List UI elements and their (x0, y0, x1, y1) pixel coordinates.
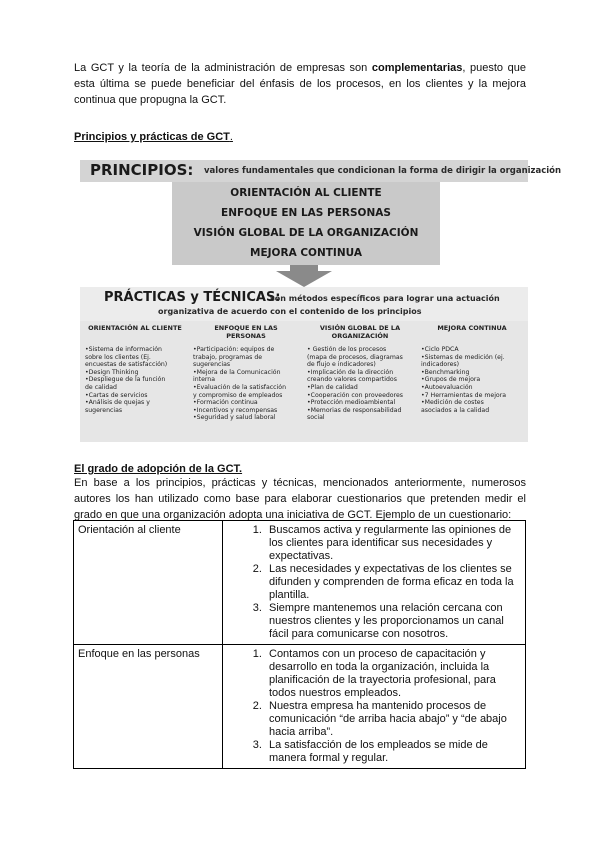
list-item: 3. Siempre mantenemos una relación cercana con nuestros clientes y les proporcionamos un canal fácil para comunicarse con nosotros. (265, 602, 521, 641)
practicas-bar (80, 287, 528, 321)
practices-columns (80, 321, 528, 442)
practice-column (190, 321, 302, 442)
practice-item: • Gestión de los procesos (307, 346, 387, 353)
practice-item: sugerencias (85, 406, 123, 414)
section-heading-principios: Principios y prácticas de GCT. (74, 131, 233, 143)
practice-item: •Plan de calidad (307, 383, 358, 391)
practice-item: •Sistemas de medición (ej. (421, 353, 505, 361)
principios-title: PRINCIPIOS: (90, 161, 194, 179)
practice-item: •Cartas de servicios (85, 391, 148, 399)
intro-paragraph: La GCT y la teoría de la administración de empresas son complementarias, puesto que esta última se puede beneficiar del énfasis de los procesos, en los clientes y la mejora continua que propugna la GCT. (74, 62, 526, 106)
practicas-subtitle-line1: son métodos específicos para lograr una actuación (270, 294, 500, 303)
table-row-items (223, 521, 526, 645)
practice-item: de calidad (85, 383, 117, 391)
column-header: ENFOQUE EN LAS PERSONAS (214, 324, 278, 340)
practicas-title: PRÁCTICAS y TÉCNICAS: (104, 290, 281, 305)
practice-item: indicadores) (421, 361, 460, 369)
practice-item: sobre los clientes (Ej. (85, 353, 151, 361)
practice-column (304, 321, 416, 442)
practice-item: •Grupos de mejora (421, 376, 481, 384)
list-item: 3. La satisfacción de los empleados se mide de manera formal y regular. (265, 739, 521, 765)
practice-item: •Benchmarking (421, 368, 470, 376)
practice-item: •Implicación de la dirección (307, 368, 394, 376)
table-row-items (223, 645, 526, 769)
practice-item: •Mejora de la Comunicación (193, 368, 281, 376)
practice-item: interna (193, 376, 216, 384)
principle-orientacion-cliente: ORIENTACIÓN AL CLIENTE (230, 187, 382, 199)
list-item: 2. Nuestra empresa ha mantenido procesos de comunicación “de arriba hacia abajo” y “de abajo hacia arriba”. (265, 700, 521, 739)
table-row-label: Enfoque en las personas (74, 645, 223, 769)
practice-item: •Autoevaluación (421, 383, 473, 391)
practice-column (418, 321, 526, 442)
practice-item: •Seguridad y salud laboral (193, 414, 276, 422)
practice-item: de flujo e indicadores) (307, 361, 376, 369)
practice-item: •Sistema de información (85, 346, 162, 353)
column-items (304, 346, 416, 422)
practice-item: •Análisis de quejas y (85, 399, 150, 407)
section2-paragraph: En base a los principios, prácticas y técnicas, mencionados anteriormente, numerosos autores los han utilizado como base para elaborar cuestionarios que pretenden medir el grado en que una organización adopta una iniciativa de GCT. Ejemplo de un cuestionario: (74, 477, 526, 521)
practice-item: •Incentivos y recompensas (193, 406, 278, 414)
column-header: MEJORA CONTINUA (437, 324, 507, 332)
practice-item: •Formación continua (193, 399, 258, 407)
list-item: 1. Contamos con un proceso de capacitación y desarrollo en toda la organización, incluida la planificación de la trayectoria profesional, para todos nuestros empleados. (265, 648, 521, 700)
column-items (190, 346, 302, 422)
practice-item: •Memorias de responsabilidad (307, 406, 402, 414)
practice-item: creando valores compartidos (307, 376, 397, 384)
practice-item: •Ciclo PDCA (421, 346, 459, 353)
practice-item: (mapa de procesos, diagramas (307, 353, 403, 361)
practice-item: trabajo, programas de (193, 353, 263, 361)
list-item: 1. Buscamos activa y regularmente las opiniones de los clientes para identificar sus necesidades y expectativas. (265, 524, 521, 563)
practice-item: •Protección medioambiental (307, 399, 396, 407)
practice-item: sugerencias (193, 361, 231, 369)
practice-item: y compromiso de empleados (193, 391, 283, 399)
practicas-subtitle-line2: organizativa de acuerdo con el contenido de los principios (158, 307, 422, 316)
table-row (74, 521, 526, 645)
practice-item: •7 Herramientas de mejora (421, 391, 507, 399)
principios-bar (80, 160, 562, 182)
principios-subtitle: valores fundamentales que condicionan la forma de dirigir la organización (204, 166, 562, 176)
section-heading-grado-adopcion: El grado de adopción de la GCT. (74, 463, 243, 475)
gct-principles-figure (80, 160, 562, 442)
table-row-label: Orientación al cliente (74, 521, 223, 645)
practice-column (82, 321, 188, 442)
practice-item: •Design Thinking (85, 368, 139, 376)
list-item: 2. Las necesidades y expectativas de los clientes se difunden y comprenden de forma eficaz en toda la plantilla. (265, 563, 521, 602)
practice-item: •Evaluación de la satisfacción (193, 383, 287, 391)
practice-item: •Despliegue de la función (85, 376, 166, 384)
practice-item: asociados a la calidad (421, 406, 490, 414)
practice-item: •Participación: equipos de (193, 346, 275, 353)
column-items (82, 346, 188, 414)
principle-vision-global: VISIÓN GLOBAL DE LA ORGANIZACIÓN (193, 227, 419, 239)
principles-box (172, 182, 440, 265)
table-row (74, 645, 526, 769)
practice-item: •Medición de costes (421, 399, 484, 407)
down-arrow-icon (276, 265, 332, 287)
column-header: ORIENTACIÓN AL CLIENTE (88, 324, 182, 332)
principle-enfoque-personas: ENFOQUE EN LAS PERSONAS (221, 207, 391, 219)
practice-item: social (307, 414, 325, 422)
practice-item: •Cooperación con proveedores (307, 391, 404, 399)
principle-mejora-continua: MEJORA CONTINUA (250, 247, 362, 259)
column-items (418, 346, 526, 414)
column-header: VISIÓN GLOBAL DE LA ORGANIZACIÓN (319, 324, 401, 340)
practice-item: encuestas de satisfacción) (85, 361, 168, 369)
questionnaire-table (73, 520, 526, 769)
